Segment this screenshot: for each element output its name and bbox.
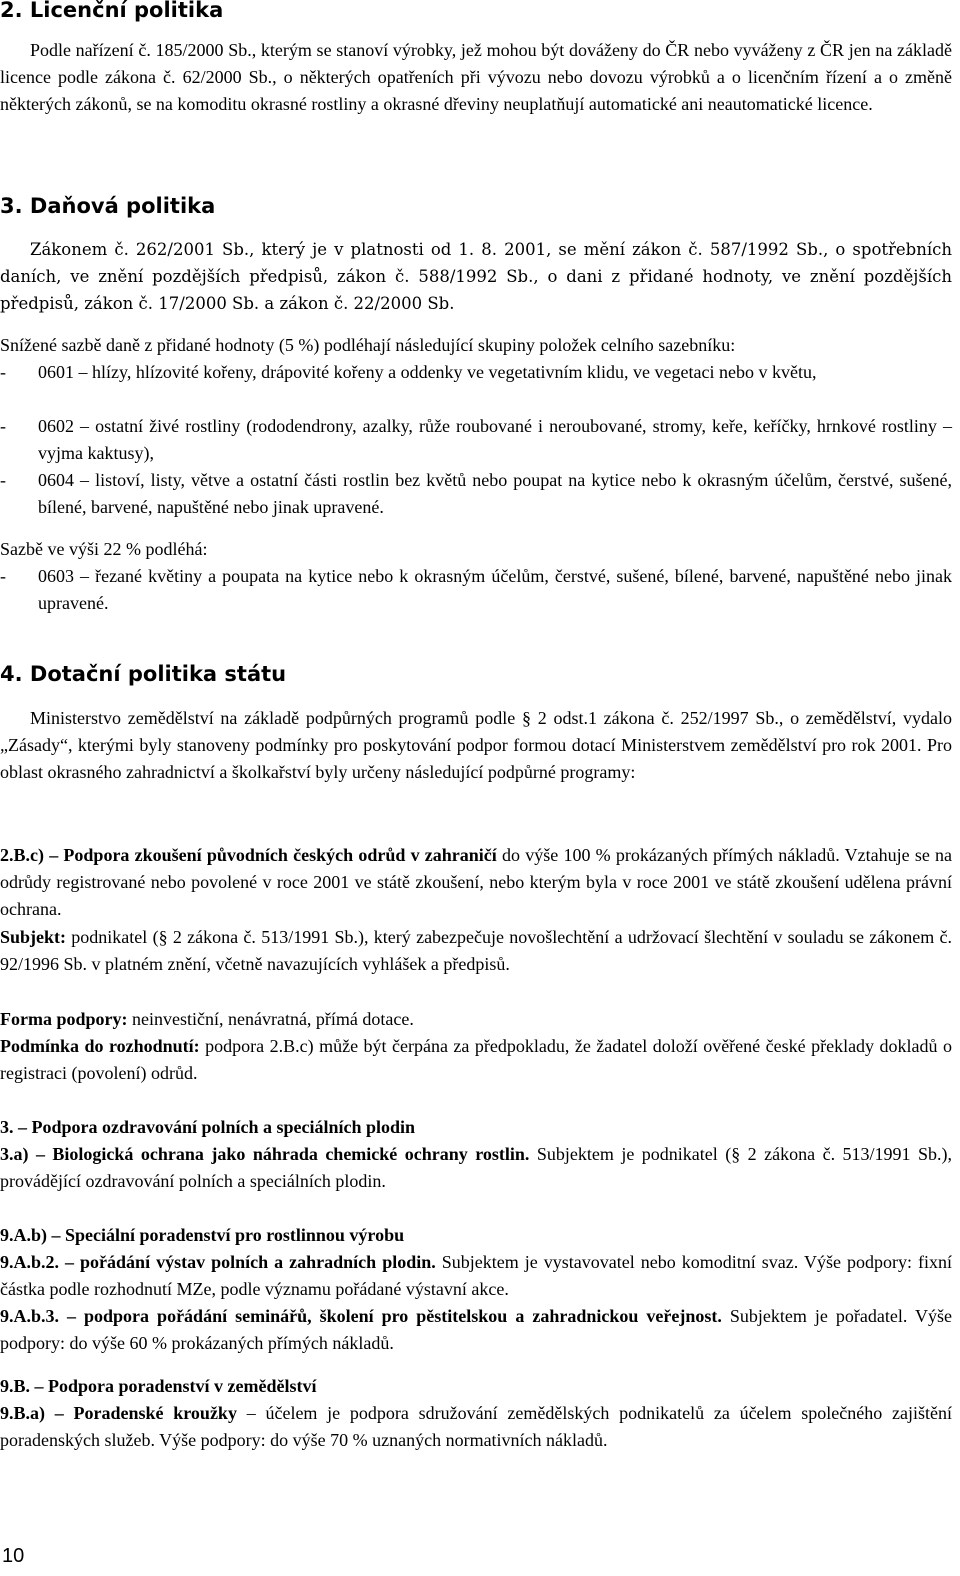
- page-number: 10: [2, 1545, 25, 1567]
- dash-marker: -: [0, 566, 6, 586]
- program-9b-title: [0, 1373, 952, 1400]
- list-item-text: 0604 – listoví, listy, větve a ostatní části rostlin bez květů nebo poupat na kytice nebo k okrasným účelům, čerstvé, sušené, bílené, barvené, napuštěné nebo jinak upravené.: [38, 470, 952, 517]
- paragraph-zakon-262: Zákonem č. 262/2001 Sb., který je v platnosti od 1. 8. 2001, se mění zákon č. 587/1992 Sb., o spotřebních daních, ve znění pozdějších předpisů, zákon č. 588/1992 Sb., o dani z přidané hodnoty, ve znění pozdějších předpisů, zákon č. 17/2000 Sb. a zákon č. 22/2000 Sb.: [0, 240, 952, 313]
- dash-marker: -: [0, 470, 6, 490]
- program-2bc: [0, 842, 952, 923]
- podminka-label: Podmínka do rozhodnutí:: [0, 1036, 200, 1056]
- program-9ab2-title: 9.A.b.2. – pořádání výstav polních a zahradních plodin.: [0, 1252, 436, 1272]
- paragraph-plna-sazba: Sazbě ve výši 22 % podléhá:: [0, 539, 208, 559]
- list-item-0601: [0, 359, 952, 386]
- program-9ab3-title: 9.A.b.3. – podpora pořádání seminářů, školení pro pěstitelskou a zahradnickou veřejnost.: [0, 1306, 722, 1326]
- podminka-text: podpora 2.B.c) může být čerpána za předpokladu, že žadatel doloží ověřené české překlady dokladů o registraci (povolení) odrůd.: [0, 1036, 952, 1083]
- program-9ab2-text: Subjektem je vystavovatel nebo komoditní svaz. Výše podpory: fixní částka podle rozhodnutí MZe, podle významu pořádané výstavní akce.: [0, 1252, 952, 1299]
- heading-licencni-politika: 2. Licenční politika: [0, 0, 224, 22]
- program-2bc-text: do výše 100 % prokázaných přímých nákladů. Vztahuje se na odrůdy registrované nebo povolené v roce 2001 ve státě zkoušení, nebo kterým byla v roce 2001 ve státě zkoušení udělena právní ochrana.: [0, 845, 953, 919]
- list-item-0602: [0, 413, 952, 467]
- program-2bc-title: 2.B.c) – Podpora zkoušení původních českých odrůd v zahraničí: [0, 845, 497, 865]
- program-podminka: [0, 1033, 952, 1087]
- paragraph-snizena-sazba: Snížené sazbě daně z přidané hodnoty (5 %) podléhají následující skupiny položek celního sazebníku:: [0, 335, 736, 355]
- forma-text: neinvestiční, nenávratná, přímá dotace.: [127, 1009, 414, 1029]
- program-9ba: [0, 1400, 952, 1454]
- dash-marker: -: [0, 416, 6, 436]
- program-9ab-title: [0, 1222, 952, 1249]
- paragraph-dotacni-uvod: Ministerstvo zemědělství na základě podpůrných programů podle § 2 odst.1 zákona č. 252/1997 Sb., o zemědělství, vydalo „Zásady“, kterými byly stanoveny podmínky pro poskytování podpor formou dotací Ministerstvem zemědělství pro rok 2001. Pro oblast okrasného zahradnictví a školkařství byly určeny následující podpůrné programy:: [0, 708, 952, 782]
- program-3-heading: 3. – Podpora ozdravování polních a speciálních plodin: [0, 1117, 416, 1137]
- list-item-0603: [0, 563, 952, 617]
- program-subjekt: [0, 924, 952, 978]
- program-9ba-text: – účelem je podpora sdružování zemědělských podnikatelů za účelem společného zajištění poradenských služeb. Výše podpory: do výše 70 % uznaných normativních nákladů.: [0, 1403, 952, 1450]
- forma-label: Forma podpory:: [0, 1009, 128, 1029]
- program-9b-heading: 9.B. – Podpora poradenství v zemědělství: [0, 1376, 317, 1396]
- heading-danova-politika: 3. Daňová politika: [0, 194, 216, 218]
- program-forma-podpory: [0, 1006, 952, 1033]
- program-9ab3-text: Subjektem je pořadatel. Výše podpory: do výše 60 % prokázaných přímých nákladů.: [0, 1306, 952, 1353]
- program-3a-text: Subjektem je podnikatel (§ 2 zákona č. 513/1991 Sb.), provádějící ozdravování polních a speciálních plodin.: [0, 1144, 953, 1191]
- program-9ab2: [0, 1249, 952, 1303]
- subjekt-text: podnikatel (§ 2 zákona č. 513/1991 Sb.), který zabezpečuje novošlechtění a udržovací šlechtění v souladu se zákonem č. 92/1996 Sb. v platném znění, včetně navazujících vyhlášek a předpisů.: [0, 927, 952, 974]
- heading-dotacni-politika: 4. Dotační politika státu: [0, 662, 287, 686]
- subjekt-label: Subjekt:: [0, 927, 67, 947]
- program-9ab-heading: 9.A.b) – Speciální poradenství pro rostlinnou výrobu: [0, 1225, 405, 1245]
- program-3a: [0, 1141, 952, 1195]
- paragraph-licencni-politika: Podle nařízení č. 185/2000 Sb., kterým se stanoví výrobky, jež mohou být dováženy do ČR nebo vyváženy z ČR jen na základě licence podle zákona č. 62/2000 Sb., o některých opatřeních při vývozu nebo dovozu výrobků a o licenčním řízení a o změně některých zákonů, se na komoditu okrasné rostliny a okrasné dřeviny neuplatňují automatické ani neautomatické licence.: [0, 40, 952, 114]
- list-item-text: 0603 – řezané květiny a poupata na kytice nebo k okrasným účelům, čerstvé, sušené, bílené, barvené, napuštěné nebo jinak upravené.: [38, 566, 952, 613]
- dash-marker: -: [0, 362, 6, 382]
- program-3-title: [0, 1114, 952, 1141]
- program-9ab3: [0, 1303, 952, 1357]
- list-item-text: 0602 – ostatní živé rostliny (rododendrony, azalky, růže roubované i neroubované, stromy, keře, keříčky, hrnkové rostliny – vyjma kaktusy),: [38, 416, 952, 463]
- list-item-text: 0601 – hlízy, hlízovité kořeny, drápovité kořeny a oddenky ve vegetativním klidu, ve vegetaci nebo v květu,: [38, 362, 817, 382]
- program-9ba-title: 9.B.a) – Poradenské kroužky: [0, 1403, 237, 1423]
- program-3a-title: 3.a) – Biologická ochrana jako náhrada chemické ochrany rostlin.: [0, 1144, 530, 1164]
- list-item-0604: [0, 467, 952, 521]
